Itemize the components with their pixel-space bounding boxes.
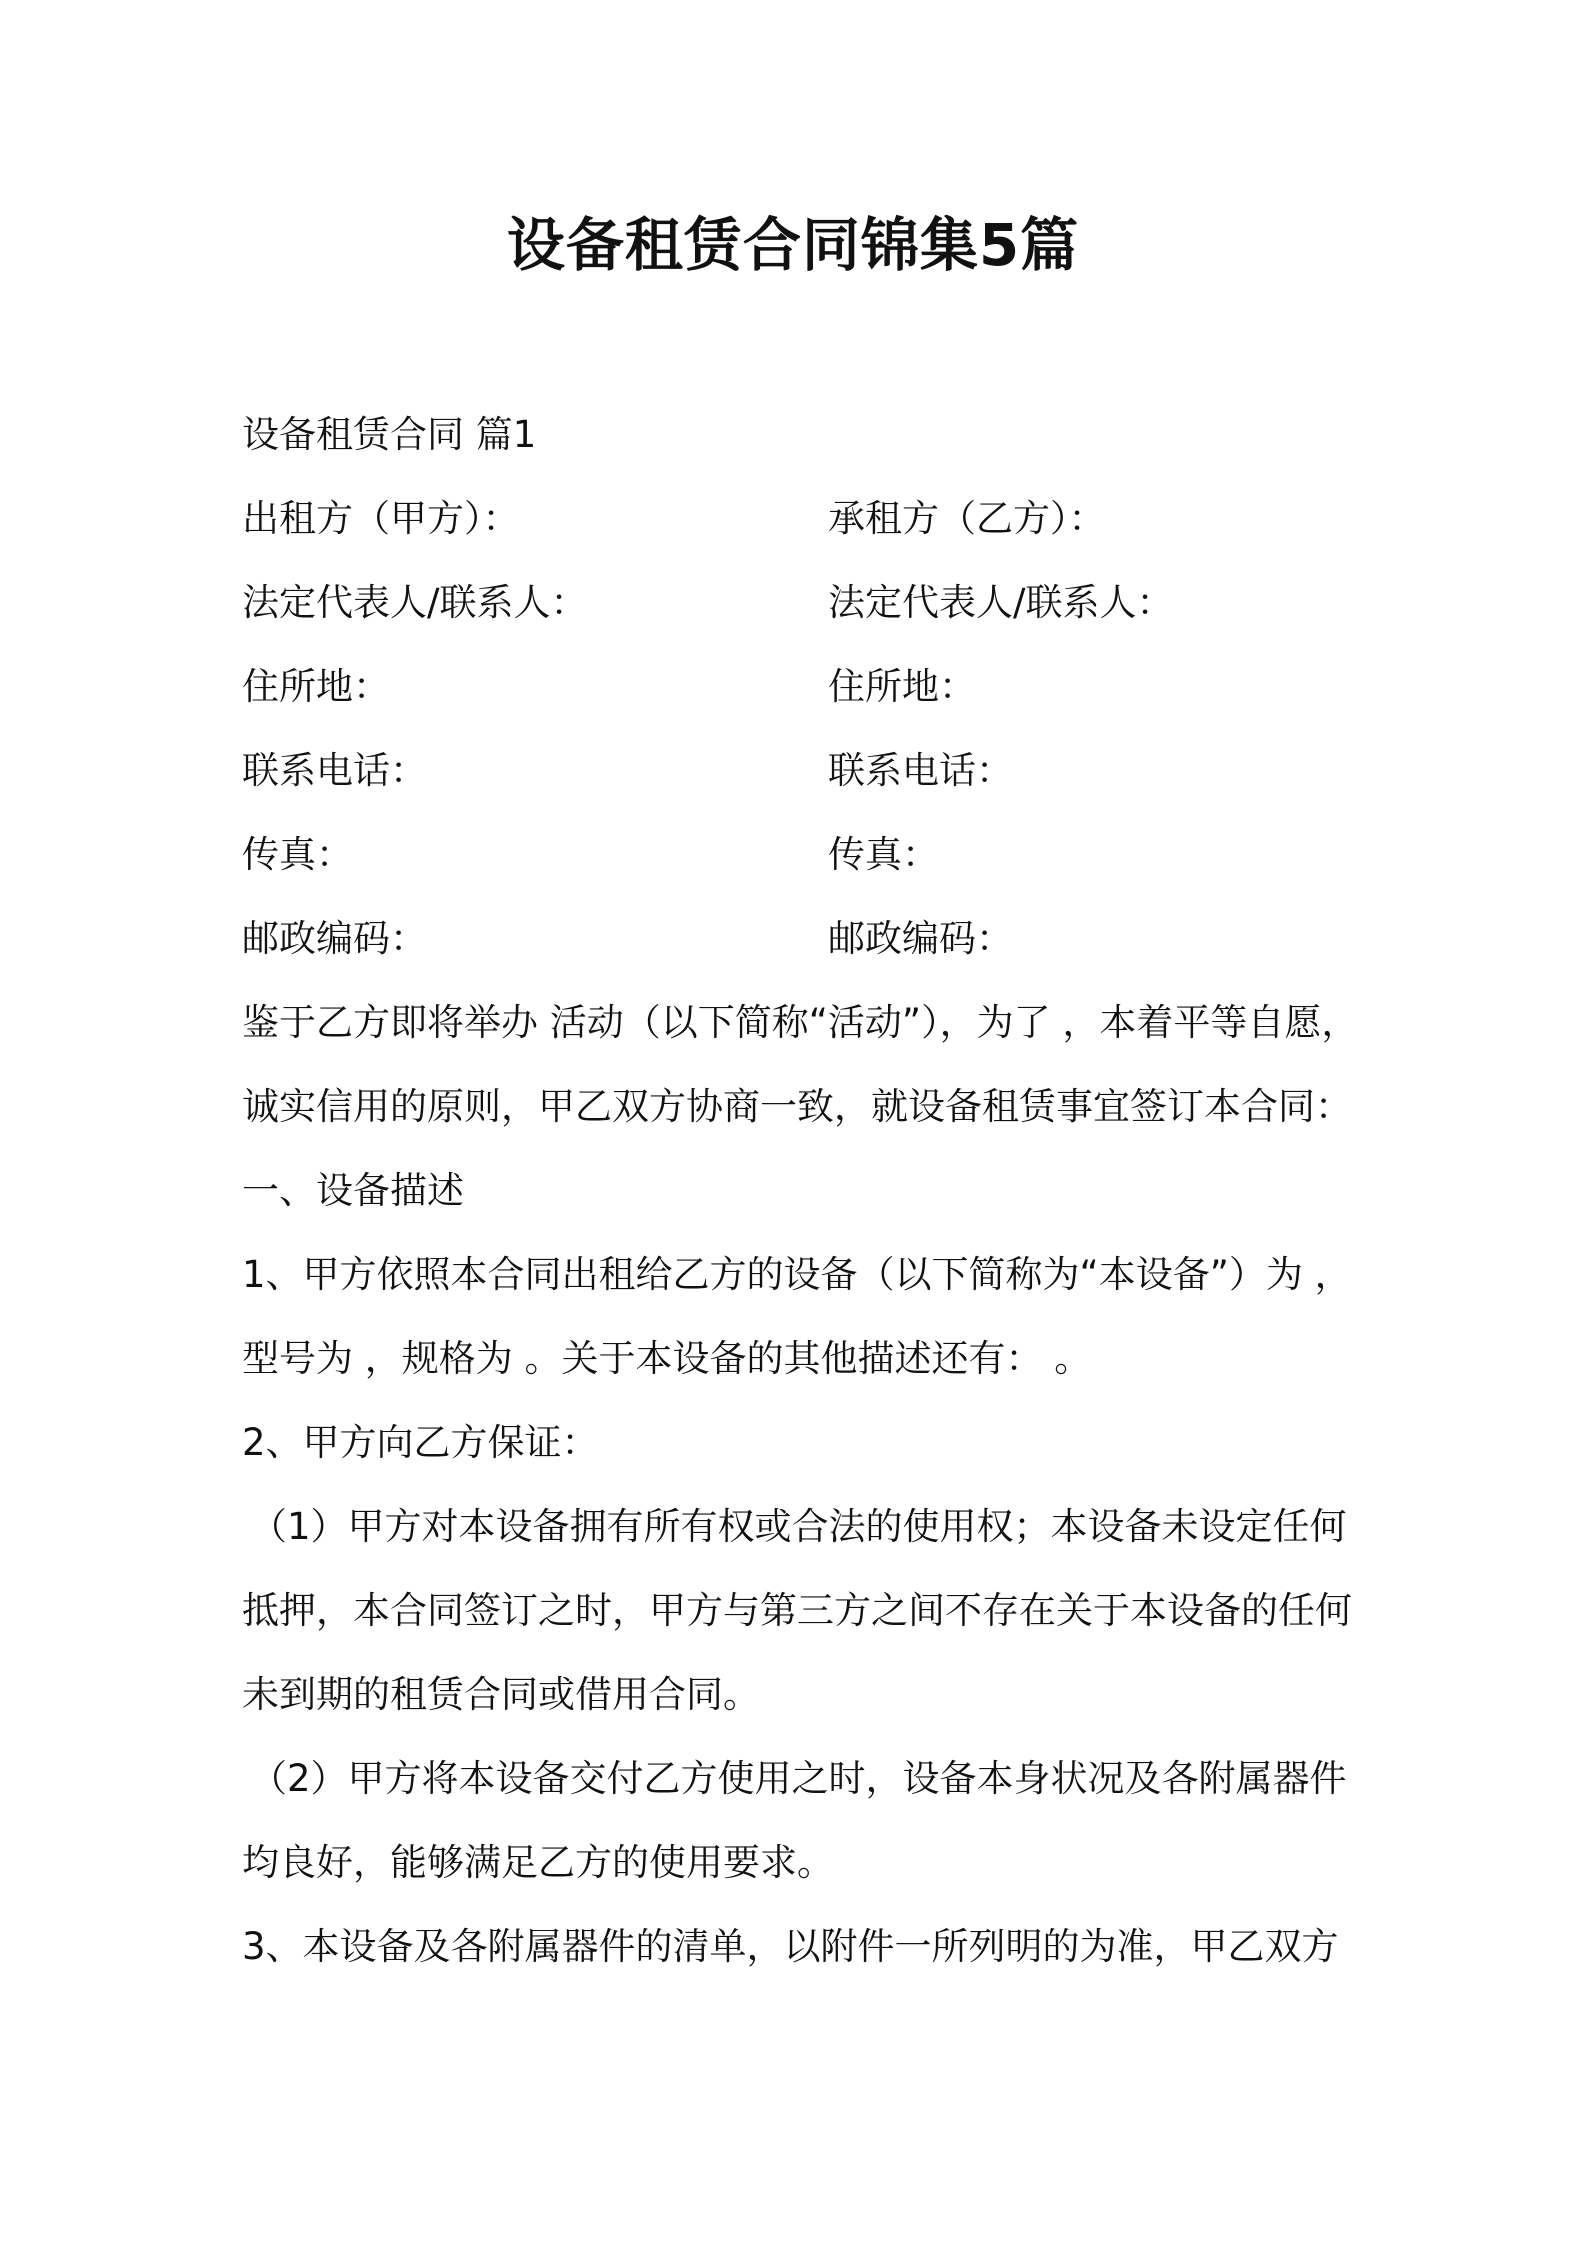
- lessor-label: 出租方（甲方）：: [242, 497, 520, 540]
- party-row-fax: [242, 830, 1372, 880]
- lessor-phone-label: 联系电话：: [242, 749, 427, 792]
- party-row-representative: [242, 578, 1372, 628]
- body-line-1: 鉴于乙方即将举办 活动（以下简称“活动”），为了 ，本着平等自愿，: [242, 1001, 1359, 1044]
- lessee-address-label: 住所地：: [828, 665, 976, 708]
- body-line-10: （2）甲方将本设备交付乙方使用之时，设备本身状况及各附属器件: [250, 1757, 1347, 1800]
- clause-heading-equipment-description: 一、设备描述: [242, 1169, 464, 1212]
- lessor-representative-label: 法定代表人/联系人：: [242, 581, 588, 624]
- lessee-postcode-label: 邮政编码：: [828, 917, 1013, 960]
- body-line-6: 2、甲方向乙方保证：: [242, 1421, 599, 1464]
- party-row-phone: [242, 746, 1372, 796]
- party-row-contract-party: [242, 494, 1372, 544]
- lessor-postcode-label: 邮政编码：: [242, 917, 427, 960]
- document-title: 设备租赁合同锦集5篇: [506, 211, 1080, 279]
- lessee-fax-label: 传真：: [828, 833, 939, 876]
- body-line-5: 型号为 ，规格为 。关于本设备的其他描述还有： 。: [242, 1337, 1092, 1380]
- body-line-12: 3、本设备及各附属器件的清单，以附件一所列明的为准，甲乙双方: [242, 1925, 1339, 1968]
- body-line-8: 抵押，本合同签订之时，甲方与第三方之间不存在关于本设备的任何: [242, 1589, 1352, 1632]
- lessee-representative-label: 法定代表人/联系人：: [828, 581, 1174, 624]
- party-row-address: [242, 662, 1372, 712]
- lessor-address-label: 住所地：: [242, 665, 390, 708]
- body-line-9: 未到期的租赁合同或借用合同。: [242, 1673, 760, 1716]
- lessee-phone-label: 联系电话：: [828, 749, 1013, 792]
- body-line-4: 1、甲方依照本合同出租给乙方的设备（以下简称为“本设备”）为 ，: [242, 1253, 1352, 1296]
- lessor-fax-label: 传真：: [242, 833, 353, 876]
- section-heading: 设备租赁合同 篇1: [242, 413, 537, 456]
- party-row-postcode: [242, 914, 1372, 964]
- lessee-label: 承租方（乙方）：: [828, 497, 1106, 540]
- body-line-11: 均良好，能够满足乙方的使用要求。: [242, 1841, 834, 1884]
- body-line-2: 诚实信用的原则，甲乙双方协商一致，就设备租赁事宜签订本合同：: [242, 1085, 1352, 1128]
- body-line-7: （1）甲方对本设备拥有所有权或合法的使用权；本设备未设定任何: [250, 1505, 1347, 1548]
